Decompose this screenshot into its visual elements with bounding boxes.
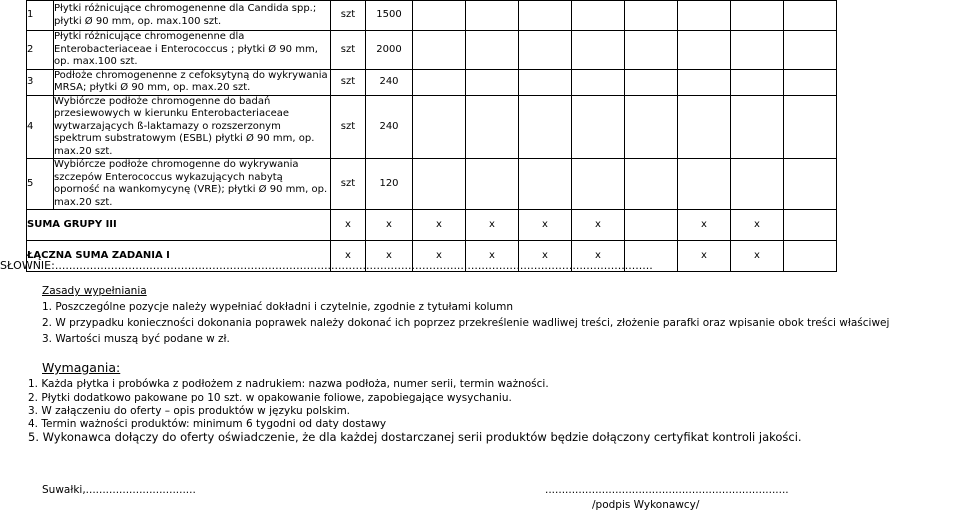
- table-row: [27, 69, 837, 95]
- price-cell[interactable]: [466, 69, 519, 95]
- price-cell[interactable]: [413, 1, 466, 31]
- wymagania-item: 1. Każda płytka i probówka z podłożem z nadrukiem: nazwa podłoża, numer serii, termin ważności.: [28, 378, 549, 390]
- price-cell[interactable]: [466, 95, 519, 159]
- row-quantity: 120: [366, 159, 413, 210]
- row-unit: szt: [331, 69, 366, 95]
- x-mark: x: [572, 241, 625, 272]
- row-unit: szt: [331, 95, 366, 159]
- sum-value-cell[interactable]: [625, 210, 678, 241]
- row-lp: 2: [27, 31, 54, 70]
- row-description: Wybiórcze podłoże chromogenne do wykrywania szczepów Enterococcus wykazujących nabytą oporność na wankomycynę (VRE); płytki Ø 90 mm, op. max.20 szt.: [54, 159, 331, 210]
- slownie-label: SŁOWNIE:: [0, 259, 55, 272]
- price-cell[interactable]: [678, 95, 731, 159]
- x-mark: x: [572, 210, 625, 241]
- x-mark: x: [678, 210, 731, 241]
- zasady-item: 1. Poszczególne pozycje należy wypełniać dokładni i czytelnie, zgodnie z tytułami kolumn: [42, 301, 513, 313]
- price-cell[interactable]: [466, 1, 519, 31]
- wymagania-item: 5. Wykonawca dołączy do oferty oświadczenie, że dla każdej dostarczanej serii produktów będzie dołączony certyfikat kontroli jakości.: [28, 430, 802, 444]
- row-quantity: 240: [366, 95, 413, 159]
- price-cell[interactable]: [731, 95, 784, 159]
- price-cell[interactable]: [466, 31, 519, 70]
- price-cell[interactable]: [572, 95, 625, 159]
- price-cell[interactable]: [625, 31, 678, 70]
- wymagania-heading: Wymagania:: [42, 360, 121, 375]
- price-cell[interactable]: [678, 69, 731, 95]
- x-mark: x: [413, 241, 466, 272]
- price-cell[interactable]: [731, 159, 784, 210]
- x-mark: x: [466, 210, 519, 241]
- row-description: Płytki różnicujące chromogenenne dla Enterobacteriaceae i Enterococcus ; płytki Ø 90 mm, op. max.100 szt.: [54, 31, 331, 70]
- zasady-heading: Zasady wypełniania: [42, 285, 147, 297]
- x-mark: x: [731, 210, 784, 241]
- signature-caption: /podpis Wykonawcy/: [592, 499, 700, 511]
- sum-group-row: [27, 210, 837, 241]
- price-cell[interactable]: [413, 159, 466, 210]
- price-cell[interactable]: [784, 159, 837, 210]
- x-mark: x: [678, 241, 731, 272]
- wymagania-item: 2. Płytki dodatkowo pakowane po 10 szt. w opakowanie foliowe, zapobiegające wysychaniu.: [28, 392, 512, 404]
- x-mark: x: [366, 210, 413, 241]
- zasady-item: 3. Wartości muszą być podane w zł.: [42, 333, 230, 345]
- table-row: [27, 31, 837, 70]
- price-cell[interactable]: [625, 1, 678, 31]
- table-row: [27, 159, 837, 210]
- price-cell[interactable]: [572, 69, 625, 95]
- row-unit: szt: [331, 159, 366, 210]
- price-cell[interactable]: [678, 159, 731, 210]
- price-cell[interactable]: [625, 95, 678, 159]
- x-mark: x: [331, 210, 366, 241]
- price-cell[interactable]: [519, 31, 572, 70]
- row-description: Podłoże chromogenenne z cefoksytyną do wykrywania MRSA; płytki Ø 90 mm, op. max.20 szt.: [54, 69, 331, 95]
- row-lp: 3: [27, 69, 54, 95]
- x-mark: x: [519, 210, 572, 241]
- row-lp: 1: [27, 1, 54, 31]
- x-mark: x: [519, 241, 572, 272]
- price-cell[interactable]: [572, 1, 625, 31]
- price-cell[interactable]: [731, 69, 784, 95]
- table-row: [27, 95, 837, 159]
- price-cell[interactable]: [678, 31, 731, 70]
- price-cell[interactable]: [466, 159, 519, 210]
- x-mark: x: [331, 241, 366, 272]
- sum-value-cell[interactable]: [784, 241, 837, 272]
- offer-table: [26, 0, 837, 272]
- row-unit: szt: [331, 1, 366, 31]
- slownie-dots: ...........................................................................................................................................................................: [54, 259, 653, 272]
- price-cell[interactable]: [784, 31, 837, 70]
- x-mark: x: [413, 210, 466, 241]
- total-sum-label: ŁĄCZNA SUMA ZADANIA I: [27, 241, 331, 272]
- price-cell[interactable]: [519, 1, 572, 31]
- price-cell[interactable]: [784, 69, 837, 95]
- price-cell[interactable]: [413, 31, 466, 70]
- x-mark: x: [466, 241, 519, 272]
- price-cell[interactable]: [625, 159, 678, 210]
- x-mark: x: [366, 241, 413, 272]
- x-mark: x: [731, 241, 784, 272]
- price-cell[interactable]: [731, 1, 784, 31]
- price-cell[interactable]: [413, 69, 466, 95]
- price-cell[interactable]: [413, 95, 466, 159]
- price-cell[interactable]: [784, 1, 837, 31]
- price-cell[interactable]: [519, 159, 572, 210]
- signature-place[interactable]: Suwałki,.................................: [42, 484, 196, 496]
- price-cell[interactable]: [519, 95, 572, 159]
- wymagania-item: 4. Termin ważności produktów: minimum 6 tygodni od daty dostawy: [28, 418, 387, 430]
- sum-group-label: SUMA GRUPY III: [27, 210, 331, 241]
- row-unit: szt: [331, 31, 366, 70]
- slownie-line[interactable]: [0, 259, 653, 272]
- row-quantity: 1500: [366, 1, 413, 31]
- price-cell[interactable]: [625, 69, 678, 95]
- row-lp: 5: [27, 159, 54, 210]
- price-cell[interactable]: [731, 31, 784, 70]
- row-description: Płytki różnicujące chromogenenne dla Candida spp.; płytki Ø 90 mm, op. max.100 szt.: [54, 1, 331, 31]
- price-cell[interactable]: [572, 159, 625, 210]
- zasady-item: 2. W przypadku konieczności dokonania poprawek należy dokonać ich poprzez przekreślenie wadliwej treści, złożenie parafki oraz wpisanie obok treści właściwej: [42, 317, 890, 329]
- table-row: [27, 1, 837, 31]
- price-cell[interactable]: [678, 1, 731, 31]
- row-quantity: 2000: [366, 31, 413, 70]
- row-description: Wybiórcze podłoże chromogenne do badań przesiewowych w kierunku Enterobacteriaceae wytwarzających ß-laktamazy o rozszerzonym spektrum substratowym (ESBL) płytki Ø 90 mm, op. max.20 szt.: [54, 95, 331, 159]
- wymagania-item: 3. W załączeniu do oferty – opis produktów w języku polskim.: [28, 405, 351, 417]
- price-cell[interactable]: [784, 95, 837, 159]
- price-cell[interactable]: [572, 31, 625, 70]
- price-cell[interactable]: [519, 69, 572, 95]
- sum-value-cell[interactable]: [784, 210, 837, 241]
- row-lp: 4: [27, 95, 54, 159]
- row-quantity: 240: [366, 69, 413, 95]
- signature-line[interactable]: .........................................................................: [545, 484, 789, 496]
